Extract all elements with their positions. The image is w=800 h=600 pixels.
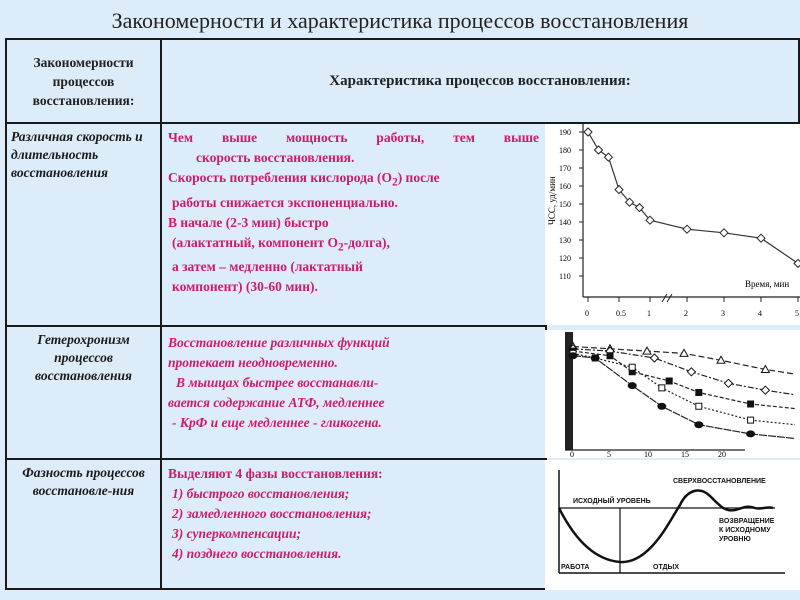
y-tick-label: 140 <box>559 218 571 227</box>
heterochronism-chart <box>545 330 800 458</box>
text-line: 4) позднего восстановления. <box>172 546 342 561</box>
data-point <box>747 431 755 437</box>
header-col2-text: Характеристика процессов восстановления: <box>329 72 631 89</box>
data-point <box>591 355 599 361</box>
text-line: В начале (2-3 мин) быстро <box>168 214 329 230</box>
row3-pattern-text: Фазность процессов восстановле-ния <box>22 465 145 498</box>
data-point <box>604 153 612 161</box>
y-tick-label: 110 <box>559 272 571 281</box>
row2-pattern-text: Гетерохронизм процессов восстановления <box>35 332 132 383</box>
row3-pattern <box>5 458 162 590</box>
subscript: 2 <box>338 241 344 254</box>
x-tick-label: 1 <box>647 309 651 318</box>
text-line: - КрФ и еще медленнее - гликогена. <box>172 415 382 430</box>
x-tick-label: 0 <box>585 309 589 318</box>
text-line: скорость восстановления. <box>196 150 355 165</box>
data-point <box>607 353 613 359</box>
data-point <box>650 354 658 362</box>
text-line: 2) замедленного восстановления; <box>172 506 372 521</box>
text-line: протекает неодновременно. <box>168 355 338 370</box>
text-part: Скорость потребления кислорода (О <box>168 170 393 185</box>
x-axis-label: Время, мин <box>745 279 790 289</box>
axis-break <box>662 294 672 302</box>
label-return: К ИСХОДНОМУ <box>719 527 771 534</box>
data-point <box>757 234 765 242</box>
text-part: (алактатный, компонент О <box>172 234 339 250</box>
data-point <box>748 401 754 407</box>
x-tick-label: 5 <box>795 309 799 318</box>
y-tick-label: 160 <box>559 182 571 191</box>
heart-rate-chart <box>545 124 800 325</box>
label-work: РАБОТА <box>561 564 590 571</box>
data-point <box>761 386 769 394</box>
header-col2 <box>160 38 800 124</box>
label-return: ВОЗВРАЩЕНИЕ <box>719 518 775 525</box>
x-tick-label: 5 <box>607 450 611 458</box>
y-tick-label: 190 <box>559 128 571 137</box>
x-tick-label: 4 <box>758 309 762 318</box>
text-part: ) после <box>397 170 440 185</box>
x-tick-label: 10 <box>644 450 652 458</box>
recovery-phases-svg <box>545 460 800 590</box>
data-point <box>748 417 754 423</box>
x-tick-label: 20 <box>718 450 726 458</box>
text-line <box>168 233 539 258</box>
data-point <box>658 403 666 409</box>
x-tick-label: 3 <box>721 309 725 318</box>
x-tick-label: 15 <box>681 450 689 458</box>
text-line: Восстановление различных функций <box>168 335 390 350</box>
series-line <box>588 132 798 263</box>
row1-characteristic <box>160 122 547 327</box>
y-tick-label: 150 <box>559 200 571 209</box>
heterochronism-chart-svg <box>545 330 800 458</box>
data-point <box>659 385 665 391</box>
data-point <box>724 379 732 387</box>
data-point <box>683 225 691 233</box>
header-col1 <box>5 38 162 124</box>
data-point <box>569 353 577 359</box>
label-rest: ОТДЫХ <box>653 564 680 571</box>
data-point <box>584 128 592 136</box>
data-point <box>696 403 702 409</box>
text-part: -долга), <box>343 234 390 250</box>
data-point <box>696 390 702 396</box>
y-tick-label: 130 <box>559 236 571 245</box>
y-tick-label: 170 <box>559 164 571 173</box>
x-tick-label: 0 <box>570 450 574 458</box>
label-supercompensation: СВЕРХВОССТАНОВЛЕНИЕ <box>673 478 766 485</box>
text-line: В мышцах быстрее восстанавли- <box>176 375 379 390</box>
text-line: Выделяют 4 фазы восстановления: <box>168 466 383 481</box>
data-point <box>666 378 672 384</box>
subscript: 2 <box>392 176 398 189</box>
x-tick-label: 2 <box>684 309 688 318</box>
text-line: работы снижается экспоненциально. <box>172 194 398 210</box>
row1-pattern-text: Различная скорость и длительность восстановления <box>11 129 143 180</box>
row2-pattern <box>5 325 162 460</box>
y-axis-label: ЧСС, уд/мин <box>547 176 557 225</box>
series-line <box>573 351 795 409</box>
label-baseline: ИСХОДНЫЙ УРОВЕНЬ <box>573 498 651 505</box>
row2-characteristic <box>160 325 547 460</box>
text-line <box>168 168 539 193</box>
heart-rate-chart-svg <box>545 124 800 325</box>
data-point <box>629 364 635 370</box>
text-line: 3) суперкомпенсации; <box>172 526 301 541</box>
y-tick-label: 120 <box>559 254 571 263</box>
label-return: УРОВНЮ <box>719 536 751 543</box>
series-line <box>573 356 795 439</box>
text-line: Чем выше мощность работы, тем выше <box>168 130 539 145</box>
data-point <box>720 229 728 237</box>
text-line: 1) быстрого восстановления; <box>172 486 350 501</box>
row3-characteristic <box>160 458 547 590</box>
data-point <box>687 368 695 376</box>
text-line: а затем – медленно (лактатный <box>172 259 363 275</box>
data-point <box>628 383 636 389</box>
data-point <box>695 422 703 428</box>
row1-pattern <box>5 122 162 327</box>
text-line: вается содержание АТФ, медленнее <box>168 395 385 410</box>
text-line: компонент) (30-60 мин). <box>172 279 318 295</box>
data-point <box>595 146 603 154</box>
header-col1-text: Закономерности процессов восстановления: <box>32 54 135 108</box>
recovery-phases-diagram <box>545 460 800 590</box>
x-tick-label: 0.5 <box>616 309 626 318</box>
y-tick-label: 180 <box>559 146 571 155</box>
slide-title: Закономерности и характеристика процессов восстановления <box>111 8 689 33</box>
data-point <box>643 347 651 354</box>
